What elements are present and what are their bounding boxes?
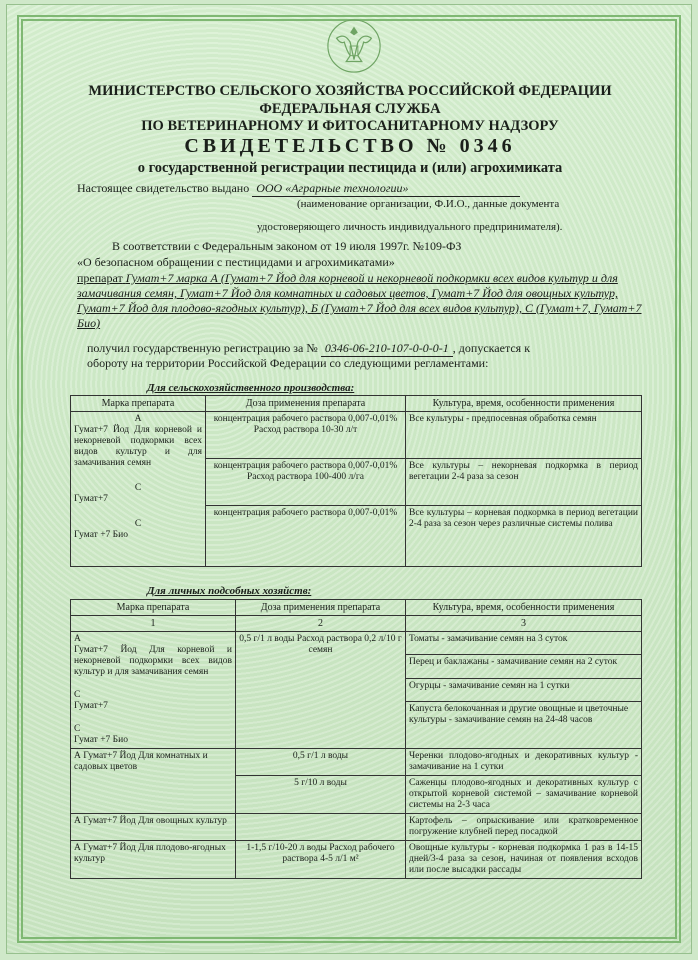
- issued-label: Настоящее свидетельство выдано: [77, 181, 250, 195]
- supervision-heading: ПО ВЕТЕРИНАРНОМУ И ФИТОСАНИТАРНОМУ НАДЗОРУ: [141, 118, 559, 134]
- table-row: [71, 412, 642, 459]
- brand-grade: А: [134, 414, 142, 424]
- use-cell: Черенки плодово-ягодных и декоративных культур - замачивание на 1 сутки: [406, 749, 642, 776]
- certificate-title: СВИДЕТЕЛЬСТВО № 0346: [184, 135, 516, 157]
- law-line-2: «О безопасном обращении с пестицидами и агрохимикатами»: [77, 255, 395, 269]
- registration-number: 0346-06-210-107-0-0-0-1: [321, 341, 453, 357]
- dose-cell: 0,5 г/1 л воды Расход раствора 0,2 л/10 г семян: [236, 632, 406, 749]
- dose-cell: [236, 814, 406, 841]
- brand-cell: А Гумат+7 Йод Для комнатных и садовых цветов: [71, 749, 236, 814]
- dose-cell: концентрация рабочего раствора 0,007-0,01% Расход раствора 100-400 л/га: [206, 459, 406, 506]
- brand-grade: С: [134, 483, 142, 493]
- issued-value: ООО «Аграрные технологии»: [252, 181, 520, 197]
- use-cell: Овощные культуры - корневая подкормка 1 раз в 14-15 дней/3-4 раза за сезон, начиная от появления всходов или после высадки рассады: [406, 841, 642, 879]
- brand-cell: А Гумат+7 Йод Для плодово-ягодных культур: [71, 841, 236, 879]
- brand-grade: С: [134, 519, 142, 529]
- column-header: Марка препарата: [71, 396, 206, 412]
- brand-name: Гумат+7: [74, 701, 108, 711]
- registration-label: получил государственную регистрацию за №: [87, 341, 318, 355]
- table2-caption: Для личных подсобных хозяйств:: [147, 585, 312, 597]
- law-line-1: В соответствии с Федеральным законом от 19 июля 1997г. №109-ФЗ: [112, 239, 462, 253]
- issued-line: [77, 181, 520, 197]
- table-row: [71, 749, 642, 776]
- ministry-heading: МИНИСТЕРСТВО СЕЛЬСКОГО ХОЗЯЙСТВА РОССИЙСКОЙ ФЕДЕРАЦИИ: [88, 83, 612, 99]
- brand-cell: [71, 632, 236, 749]
- column-header: Культура, время, особенности применения: [406, 600, 642, 616]
- certificate-sheet: [6, 4, 692, 954]
- column-header: Доза применения препарата: [236, 600, 406, 616]
- brand-grade: С: [74, 724, 81, 734]
- use-cell: Перец и баклажаны - замачивание семян на 2 суток: [406, 655, 642, 678]
- certificate-subtitle: о государственной регистрации пестицида и (или) агрохимиката: [137, 160, 563, 176]
- brand-name: Гумат +7 Био: [74, 530, 128, 540]
- issued-hint-2: удостоверяющего личность индивидуального предпринимателя).: [257, 221, 563, 233]
- use-cell: Все культуры – некорневая подкормка в период вегетации 2-4 раза за сезон: [406, 459, 642, 506]
- table1-caption: Для сельскохозяйственного производства:: [147, 382, 355, 394]
- use-cell: Капуста белокочанная и другие овощные и цветочные культуры - замачивание семян на 24-48 часов: [406, 702, 642, 749]
- brand-name: Гумат+7 Йод Для корневой и некорневой подкормки всех видов культур и для замачивания семян: [74, 425, 202, 468]
- use-cell: Огурцы - замачивание семян на 1 сутки: [406, 678, 642, 701]
- table-row: [71, 632, 642, 655]
- dose-cell: концентрация рабочего раствора 0,007-0,01%: [206, 506, 406, 567]
- use-cell: Томаты - замачивание семян на 3 суток: [406, 632, 642, 655]
- preparation-text: [77, 271, 642, 331]
- issued-hint: (наименование организации, Ф.И.О., данные документа: [297, 198, 560, 210]
- private-farms-table: [70, 599, 642, 879]
- column-header: Культура, время, особенности применения: [406, 396, 642, 412]
- column-number: 1: [71, 616, 236, 632]
- use-cell: Все культуры - предпосевная обработка семян: [406, 412, 642, 459]
- brand-name: Гумат+7: [74, 494, 108, 504]
- registration-tail: , допускается к: [452, 341, 531, 355]
- brand-name: Гумат +7 Био: [74, 735, 128, 745]
- registration-line: [87, 341, 530, 357]
- service-heading: ФЕДЕРАЛЬНАЯ СЛУЖБА: [259, 101, 441, 117]
- column-number: 2: [236, 616, 406, 632]
- table-header-row: [71, 600, 642, 616]
- table-number-row: [71, 616, 642, 632]
- registration-line-2: обороту на территории Российской Федерации со следующими регламентами:: [87, 356, 489, 370]
- column-number: 3: [406, 616, 642, 632]
- dose-cell: 1-1,5 г/10-20 л воды Расход рабочего раствора 4-5 л/1 м²: [236, 841, 406, 879]
- agri-production-table: [70, 395, 642, 567]
- brand-cell: [71, 412, 206, 567]
- column-header: Марка препарата: [71, 600, 236, 616]
- brand-grade: С: [74, 690, 81, 700]
- brand-cell: А Гумат+7 Йод Для овощных культур: [71, 814, 236, 841]
- double-headed-eagle-emblem: [325, 17, 383, 75]
- dose-cell: 0,5 г/1 л воды: [236, 749, 406, 776]
- column-header: Доза применения препарата: [206, 396, 406, 412]
- brand-grade: А: [74, 634, 81, 644]
- dose-cell: 5 г/10 л воды: [236, 776, 406, 814]
- brand-name: Гумат+7 Йод Для корневой и некорневой подкормки всех видов культур и для замачивания семян: [74, 645, 232, 677]
- dose-cell: концентрация рабочего раствора 0,007-0,01% Расход раствора 10-30 л/т: [206, 412, 406, 459]
- table-row: [71, 814, 642, 841]
- use-cell: Саженцы плодово-ягодных и декоративных культур с открытой корневой системой – замачивание корневой системы на 2-3 часа: [406, 776, 642, 814]
- use-cell: Картофель – опрыскивание или кратковременное погружение клубней перед посадкой: [406, 814, 642, 841]
- table-header-row: [71, 396, 642, 412]
- table-row: [71, 841, 642, 879]
- preparation-description: Гумат+7 марка А (Гумат+7 Йод для корневой и некорневой подкормки всех видов культур и для замачивания семян, Гумат+7 Йод для комнатных и садовых цветов, Гумат+7 Йод для овощных культур, Гумат+7 Йод для плодово-ягодных культур), Б (Гумат+7 Йод для всех видов культур), С (Гумат+7, Гумат+7 Био): [77, 271, 642, 330]
- use-cell: Все культуры – корневая подкормка в период вегетации 2-4 раза за сезон через различные системы полива: [406, 506, 642, 567]
- preparation-label: препарат: [77, 271, 123, 285]
